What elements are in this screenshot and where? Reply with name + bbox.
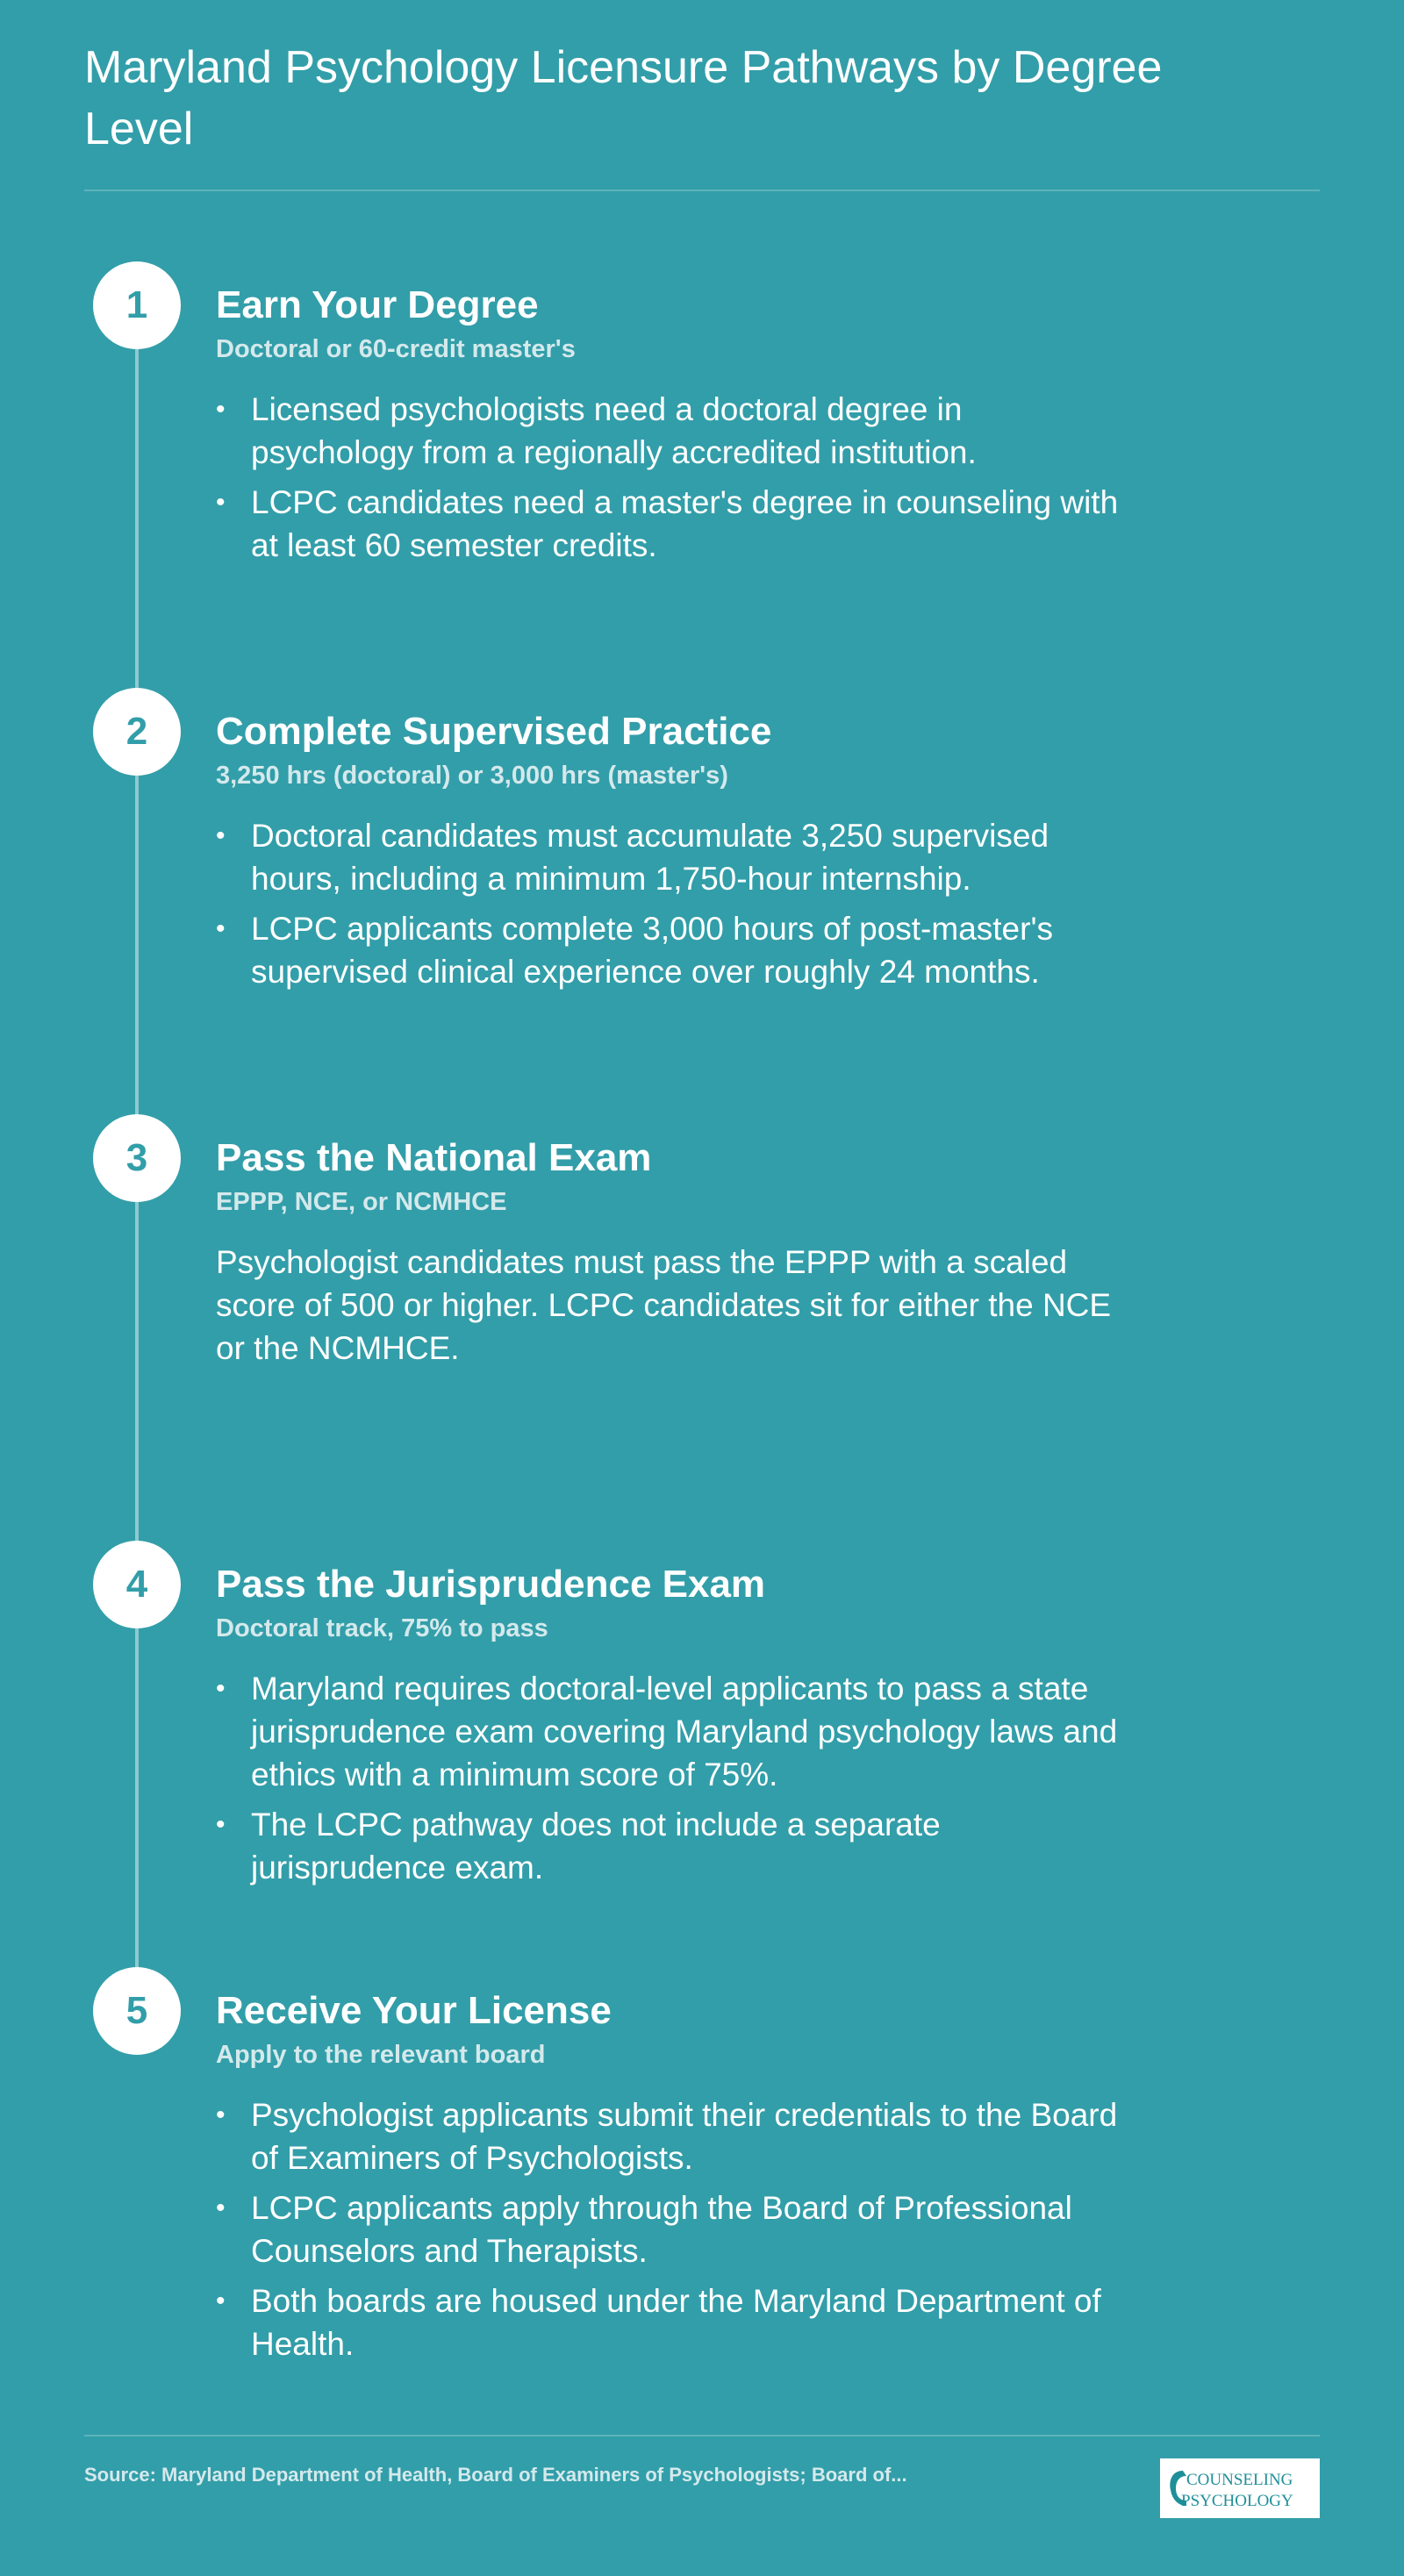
step-body xyxy=(216,1667,1128,1896)
step-body xyxy=(216,814,1128,1000)
bullet-item: • Licensed psychologists need a doctoral degree in psychology from a regionally accredited institution. xyxy=(216,388,1128,474)
step-number-circle: 1 xyxy=(93,261,181,349)
step-title: Pass the National Exam xyxy=(216,1136,652,1179)
bullet-item: • Psychologist applicants submit their credentials to the Board of Examiners of Psychologists. xyxy=(216,2093,1128,2179)
footer-divider xyxy=(84,2435,1320,2436)
step-subtitle: Doctoral track, 75% to pass xyxy=(216,1614,548,1642)
step-body xyxy=(216,2093,1128,2372)
step-body xyxy=(216,1241,1128,1370)
step-paragraph: Psychologist candidates must pass the EPPP with a scaled score of 500 or higher. LCPC candidates sit for either the NCE or the NCMHCE. xyxy=(216,1244,1112,1366)
bullet-item: • LCPC applicants complete 3,000 hours of post-master's supervised clinical experience over roughly 24 months. xyxy=(216,907,1128,993)
step-subtitle: Doctoral or 60-credit master's xyxy=(216,335,576,363)
logo-mark xyxy=(1164,2462,1316,2515)
step-body xyxy=(216,388,1128,574)
header-divider xyxy=(84,190,1320,191)
bullet-item: • Doctoral candidates must accumulate 3,250 supervised hours, including a minimum 1,750-hour internship. xyxy=(216,814,1128,900)
step-subtitle: 3,250 hrs (doctoral) or 3,000 hrs (master's) xyxy=(216,762,728,790)
logo-line-1: COUNSELING xyxy=(1186,2471,1293,2489)
source-note: Source: Maryland Department of Health, Board of Examiners of Psychologists; Board of... xyxy=(84,2464,907,2486)
page-title: Maryland Psychology Licensure Pathways by Degree Level xyxy=(84,42,1163,154)
step-number-circle: 5 xyxy=(93,1967,181,2055)
logo-line-2: PSYCHOLOGY xyxy=(1181,2492,1293,2510)
bullet-item: • LCPC candidates need a master's degree in counseling with at least 60 semester credits. xyxy=(216,481,1128,567)
bullet-list xyxy=(216,2093,1128,2365)
step-number-circle: 3 xyxy=(93,1114,181,1202)
counseling-psychology-logo[interactable] xyxy=(1160,2458,1320,2518)
step-title: Receive Your License xyxy=(216,1989,612,2032)
step-number-circle: 4 xyxy=(93,1541,181,1628)
bullet-list xyxy=(216,814,1128,993)
step-subtitle: Apply to the relevant board xyxy=(216,2041,546,2069)
step-title: Earn Your Degree xyxy=(216,283,539,326)
bullet-list xyxy=(216,388,1128,567)
step-title: Complete Supervised Practice xyxy=(216,710,772,753)
step-title: Pass the Jurisprudence Exam xyxy=(216,1563,766,1606)
bullet-list xyxy=(216,1667,1128,1889)
bullet-item: • The LCPC pathway does not include a separate jurisprudence exam. xyxy=(216,1803,1128,1889)
bullet-item: • Maryland requires doctoral-level applicants to pass a state jurisprudence exam covering Maryland psychology laws and ethics with a minimum score of 75%. xyxy=(216,1667,1128,1796)
bullet-item: • Both boards are housed under the Maryland Department of Health. xyxy=(216,2279,1128,2365)
step-number-circle: 2 xyxy=(93,688,181,776)
step-subtitle: EPPP, NCE, or NCMHCE xyxy=(216,1188,507,1216)
bullet-item: • LCPC applicants apply through the Board of Professional Counselors and Therapists. xyxy=(216,2186,1128,2272)
